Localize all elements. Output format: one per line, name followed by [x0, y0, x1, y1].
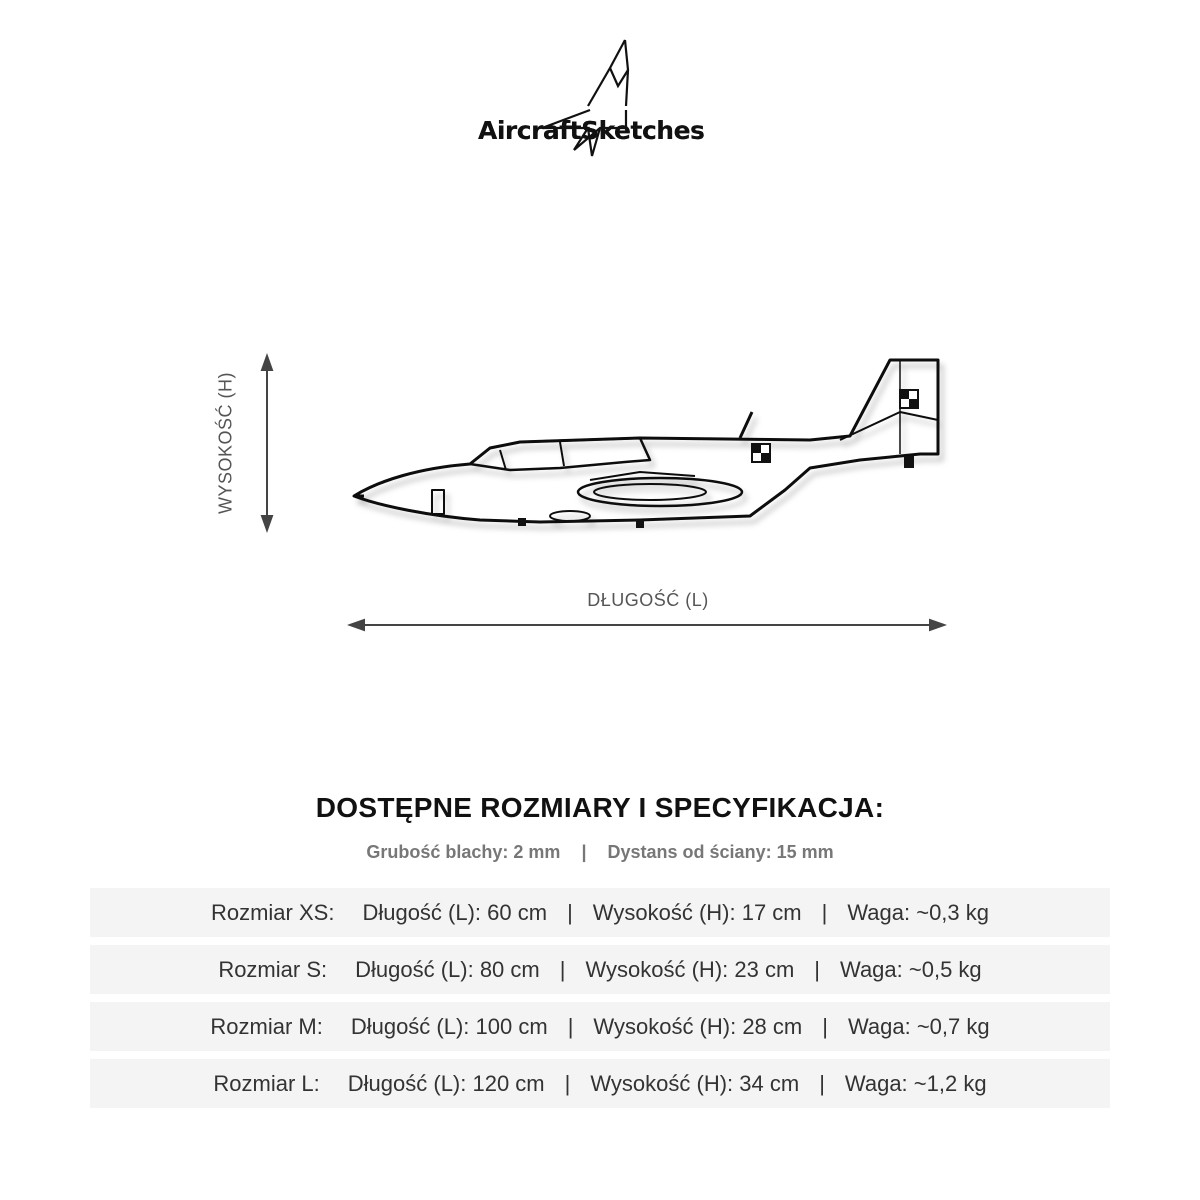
size-name: Rozmiar L: — [213, 1070, 320, 1096]
row-separator: | — [822, 1013, 828, 1039]
size-length: Długość (L): 120 cm — [347, 1070, 545, 1096]
size-length: Długość (L): 60 cm — [362, 899, 548, 925]
length-arrow-left — [350, 620, 364, 630]
row-separator: | — [559, 956, 566, 982]
sheet-thickness: Grubość blachy: 2 mm — [366, 842, 561, 862]
size-weight: Waga: ~0,3 kg — [847, 899, 990, 925]
specs-title: DOSTĘPNE ROZMIARY I SPECYFIKACJA: — [315, 792, 885, 823]
row-separator: | — [564, 1070, 571, 1096]
size-height: Wysokość (H): 34 cm — [590, 1070, 800, 1096]
size-row-m — [90, 1002, 1110, 1051]
length-arrow-right — [930, 620, 944, 630]
length-label: DŁUGOŚĆ (L) — [587, 590, 709, 610]
size-height: Wysokość (H): 17 cm — [592, 899, 802, 925]
size-weight: Waga: ~0,7 kg — [847, 1013, 990, 1039]
height-arrow-bottom — [262, 516, 272, 530]
size-height: Wysokość (H): 28 cm — [593, 1013, 803, 1039]
size-name: Rozmiar S: — [218, 956, 328, 982]
size-row-s — [90, 945, 1110, 994]
size-name: Rozmiar XS: — [210, 899, 335, 925]
size-name: Rozmiar M: — [210, 1013, 323, 1039]
row-separator: | — [819, 1070, 825, 1096]
subtitle-separator: | — [581, 842, 587, 862]
specs-subtitle — [0, 842, 1200, 863]
height-label: WYSOKOŚĆ (H) — [215, 371, 236, 515]
size-row-l — [90, 1059, 1110, 1108]
size-length: Długość (L): 80 cm — [355, 956, 540, 982]
height-arrow-top — [262, 356, 272, 370]
size-length: Długość (L): 100 cm — [350, 1013, 548, 1039]
brand-logo-text: AircraftSketches — [478, 116, 705, 145]
row-separator: | — [821, 899, 828, 925]
size-weight: Waga: ~1,2 kg — [844, 1070, 987, 1096]
size-row-xs — [90, 888, 1110, 937]
wall-distance: Dystans od ściany: 15 mm — [607, 842, 834, 862]
size-weight: Waga: ~0,5 kg — [840, 956, 982, 982]
row-separator: | — [567, 899, 573, 925]
size-height: Wysokość (H): 23 cm — [585, 956, 795, 982]
size-table — [90, 888, 1110, 1116]
national-marking-icon — [752, 390, 918, 462]
row-separator: | — [814, 956, 820, 982]
jet-trainer-silhouette — [340, 350, 960, 540]
row-separator: | — [567, 1013, 574, 1039]
